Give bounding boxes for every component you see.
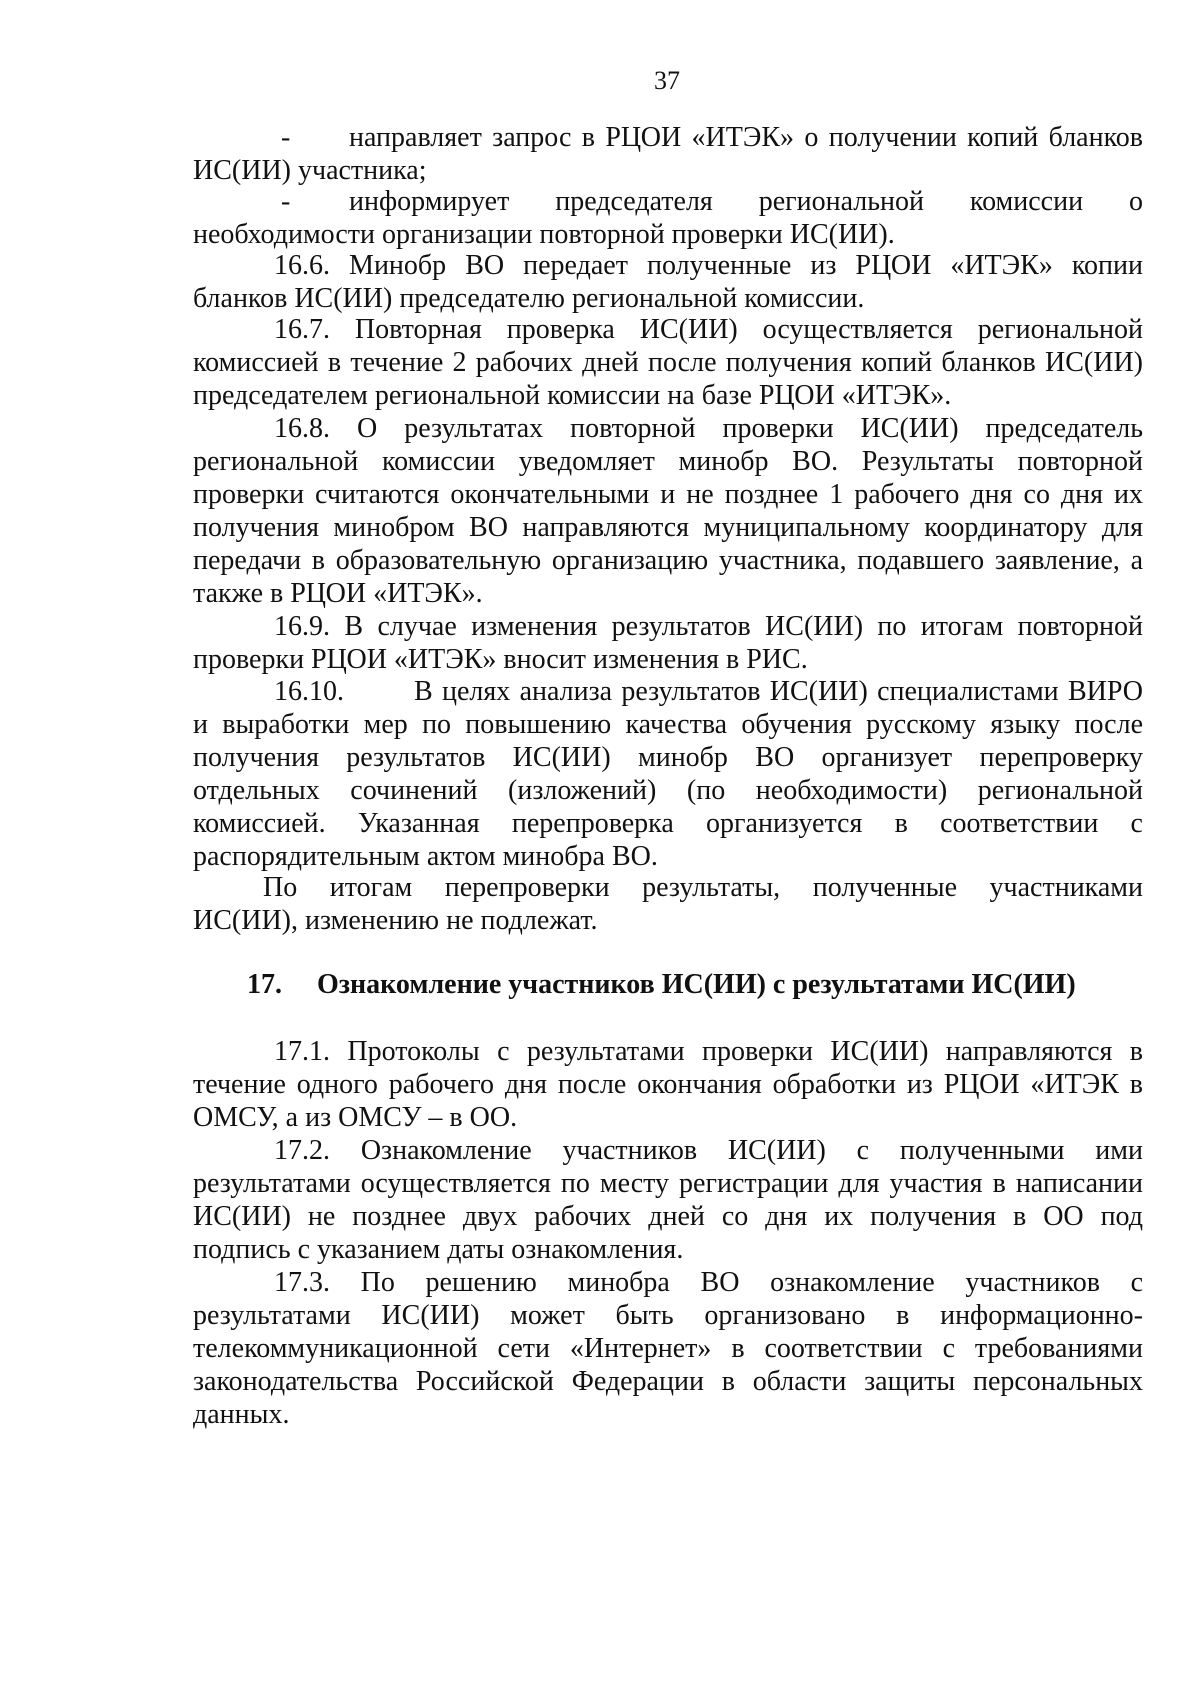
text-line: и выработки мер по повышению качества обучения русскому языку после [193, 709, 1143, 740]
section-heading [247, 968, 1076, 1001]
text-line: передачи в образовательную организацию участника, подавшего заявление, а [193, 545, 1143, 576]
text-line: результатами осуществляется по месту регистрации для участия в написании [193, 1168, 1143, 1199]
text-line: ОМСУ, а из ОМСУ – в ОО. [193, 1102, 518, 1133]
text-line: 17.3. По решению минобра ВО ознакомление участников с [274, 1267, 1143, 1298]
text-line: получения результатов ИС(ИИ) минобр ВО организует перепроверку [193, 742, 1143, 773]
text-line: бланков ИС(ИИ) председателю региональной комиссии. [193, 283, 865, 314]
text-line: 16.7. Повторная проверка ИС(ИИ) осуществляется региональной [274, 314, 1143, 345]
text-line: 16.9. В случае изменения результатов ИС(ИИ) по итогам повторной [274, 611, 1143, 642]
text-line: результатами ИС(ИИ) может быть организовано в информационно- [193, 1300, 1143, 1331]
text-line: региональной комиссии уведомляет минобр ВО. Результаты повторной [193, 446, 1143, 477]
text-line: 16.10. В целях анализа результатов ИС(ИИ) специалистами ВИРО [274, 676, 1143, 707]
text-line: законодательства Российской Федерации в области защиты персональных [193, 1366, 1143, 1397]
text-line: 16.6. Минобр ВО передает полученные из РЦОИ «ИТЭК» копии [274, 250, 1143, 281]
text-line: ИС(ИИ) участника; [193, 155, 427, 186]
list-item-request [193, 121, 1143, 187]
text-line: проверки считаются окончательными и не позднее 1 рабочего дня со дня их [193, 479, 1143, 510]
text-line: 17.1. Протоколы с результатами проверки ИС(ИИ) направляются в [274, 1036, 1143, 1067]
paragraph-17-1 [193, 1035, 1143, 1134]
paragraph-16-10 [193, 675, 1143, 873]
paragraph-16-7 [193, 313, 1143, 412]
text-line: 17.2. Ознакомление участников ИС(ИИ) с полученными ими [274, 1135, 1143, 1166]
text-line: течение одного рабочего дня после окончания обработки из РЦОИ «ИТЭК в [193, 1069, 1143, 1100]
text-line: получения минобром ВО направляются муниципальному координатору для [193, 512, 1143, 543]
text-line: также в РЦОИ «ИТЭК». [193, 578, 483, 609]
list-item-inform [193, 185, 1143, 251]
text-line: подпись с указанием даты ознакомления. [193, 1234, 684, 1265]
text-line: комиссией в течение 2 рабочих дней после получения копий бланков ИС(ИИ) [193, 347, 1143, 378]
paragraph-recheck-result [193, 871, 1143, 937]
section-number: 17. [247, 969, 282, 1000]
text-line: - информирует председателя региональной комиссии о [281, 186, 1143, 217]
text-line: телекоммуникационной сети «Интернет» в соответствии с требованиями [193, 1333, 1143, 1364]
text-line: ИС(ИИ), изменению не подлежат. [193, 905, 598, 936]
text-line: комиссией. Указанная перепроверка организуется в соответствии с [193, 808, 1143, 839]
text-line: ИС(ИИ) не позднее двух рабочих дней со дня их получения в ОО под [193, 1201, 1143, 1232]
text-line: По итогам перепроверки результаты, полученные участниками [263, 872, 1143, 903]
text-line: необходимости организации повторной проверки ИС(ИИ). [193, 219, 895, 250]
paragraph-17-2 [193, 1134, 1143, 1266]
paragraph-16-6 [193, 249, 1143, 315]
text-line: - направляет запрос в РЦОИ «ИТЭК» о получении копий бланков [281, 122, 1143, 153]
paragraph-16-9 [193, 610, 1143, 676]
paragraph-16-8 [193, 412, 1143, 610]
list-marker: - [281, 122, 291, 153]
list-marker: - [281, 186, 291, 217]
text-line: распорядительным актом минобра ВО. [193, 841, 658, 872]
text-line: председателем региональной комиссии на базе РЦОИ «ИТЭК». [193, 380, 952, 411]
text-line: данных. [193, 1399, 290, 1430]
paragraph-17-3 [193, 1266, 1143, 1431]
page-number: 37 [654, 66, 680, 95]
paragraph-number: 16.10. [274, 676, 344, 707]
text-line: отдельных сочинений (изложений) (по необходимости) региональной [193, 775, 1143, 806]
section-title: Ознакомление участников ИС(ИИ) с результатами ИС(ИИ) [317, 969, 1076, 1000]
text-line: 16.8. О результатах повторной проверки ИС(ИИ) председатель [274, 413, 1143, 444]
text-line: проверки РЦОИ «ИТЭК» вносит изменения в РИС. [193, 644, 808, 675]
